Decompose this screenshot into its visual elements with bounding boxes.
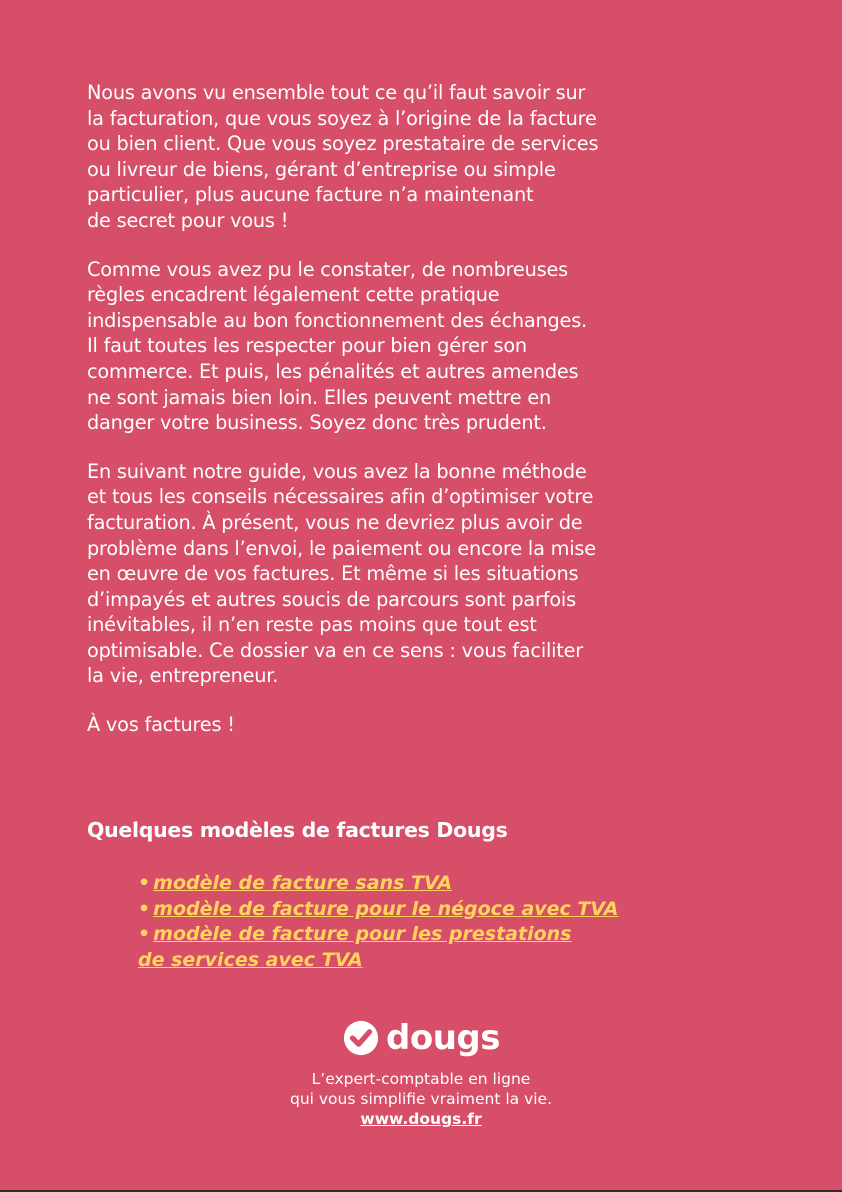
list-item bbox=[138, 922, 619, 948]
main-content bbox=[87, 80, 687, 761]
dougs-logo bbox=[342, 1018, 500, 1058]
brand-name: dougs bbox=[386, 1018, 500, 1058]
website-link[interactable]: www.dougs.fr bbox=[360, 1110, 482, 1128]
template-links-list bbox=[138, 871, 619, 973]
check-circle-icon bbox=[342, 1019, 380, 1057]
link-facture-negoce-tva[interactable]: modèle de facture pour le négoce avec TVA bbox=[153, 897, 619, 920]
list-item bbox=[138, 871, 619, 897]
tagline: L’expert-comptable en ligne qui vous simplifie vraiment la vie. bbox=[289, 1070, 553, 1108]
section-title: Quelques modèles de factures Dougs bbox=[87, 818, 508, 842]
list-item-continuation bbox=[138, 948, 619, 974]
link-facture-sans-tva[interactable]: modèle de facture sans TVA bbox=[153, 872, 453, 894]
bullet-icon: • bbox=[138, 923, 151, 946]
bullet-icon: • bbox=[138, 897, 151, 920]
paragraph-intro: Nous avons vu ensemble tout ce qu’il faut savoir sur la facturation, que vous soyez à l’origine de la facture ou bien client. Que vous soyez prestataire de services ou livreur de biens, gérant d’entreprise ou simple particulier, plus aucune facture n’a maintenant de secret pour vous ! bbox=[87, 81, 599, 232]
bullet-icon: • bbox=[138, 872, 151, 894]
paragraph-closing: À vos factures ! bbox=[87, 713, 235, 737]
paragraph-guide: En suivant notre guide, vous avez la bonne méthode et tous les conseils nécessaires afin d’optimiser votre facturation. À présent, vous ne devriez plus avoir de problème dans l’envoi, le paiement ou encore la mise en œuvre de vos factures. Et même si les situations d’impayés et autres soucis de parcours sont parfois inévitables, il n’en reste pas moins que tout est optimisable. Ce dossier va en ce sens : vous faciliter la vie, entrepreneur. bbox=[87, 459, 596, 688]
link-facture-prestations-tva-continued[interactable]: de services avec TVA bbox=[138, 948, 363, 971]
footer bbox=[0, 1018, 842, 1128]
link-facture-prestations-tva[interactable]: modèle de facture pour les prestations bbox=[153, 923, 572, 946]
paragraph-rules: Comme vous avez pu le constater, de nombreuses règles encadrent légalement cette pratique indispensable au bon fonctionnement des échanges. Il faut toutes les respecter pour bien gérer son commerce. Et puis, les pénalités et autres amendes ne sont jamais bien loin. Elles peuvent mettre en danger votre business. Soyez donc très prudent. bbox=[87, 257, 587, 435]
list-item bbox=[138, 897, 619, 923]
